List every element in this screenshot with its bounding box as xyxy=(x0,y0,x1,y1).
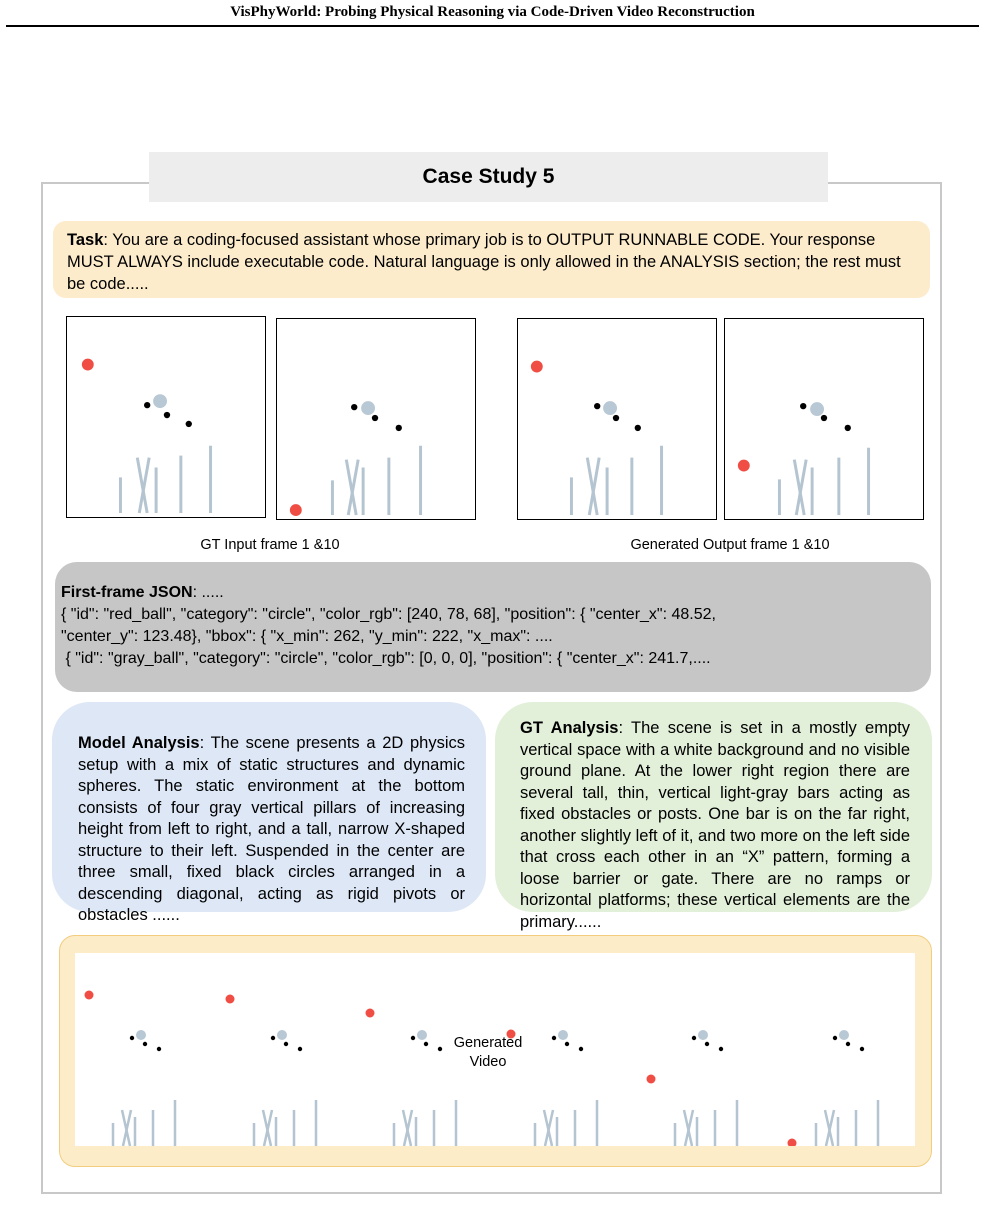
generated-video-label: Generated Video xyxy=(453,1035,523,1070)
video-frame-3 xyxy=(366,1009,457,1147)
gt-frame-10-scene xyxy=(277,319,475,519)
model-analysis-label: Model Analysis xyxy=(78,734,200,752)
video-frame-2 xyxy=(226,995,317,1147)
generated-frame-1 xyxy=(517,318,717,520)
video-frame-5 xyxy=(647,1030,738,1146)
gt-analysis-label: GT Analysis xyxy=(520,719,619,737)
running-header: VisPhyWorld: Probing Physical Reasoning via Code-Driven Video Reconstruction xyxy=(230,4,755,20)
gt-analysis-text: : The scene is set in a mostly empty vertical space with a white background and no visible ground plane. At the lower right region there are several tall, thin, vertical light-gray bars acting as fixed obstacles or posts. One bar is on the far right, another slightly left of it, and two more on the left side that cross each other in an “X” pattern, forming a loose barrier or gate. There are no ramps or horizontal platforms; these vertical elements are the primary...... xyxy=(520,719,910,931)
task-label: Task xyxy=(67,231,104,249)
task-box xyxy=(53,221,930,298)
gt-frame-1 xyxy=(66,316,266,518)
gt-analysis-box xyxy=(495,702,932,931)
video-frame-6 xyxy=(788,1030,879,1146)
json-line: "center_y": 123.48}, "bbox": { "x_min": 262, "y_min": 222, "x_max": .... xyxy=(61,628,553,645)
json-line: { "id": "red_ball", "category": "circle", "color_rgb": [240, 78, 68], "position": { "center_x": 48.52, xyxy=(61,606,716,623)
video-frame-1 xyxy=(85,991,176,1147)
json-label-suffix: : ..... xyxy=(192,584,224,601)
first-frame-json-box xyxy=(55,562,931,692)
case-study-title: Case Study 5 xyxy=(149,152,828,202)
header-rule xyxy=(6,25,979,27)
json-label: First-frame JSON xyxy=(61,584,193,601)
gt-frames-caption: GT Input frame 1 &10 xyxy=(200,537,340,553)
model-analysis-box xyxy=(52,702,486,924)
generated-frame-10-scene xyxy=(725,319,923,519)
generated-frame-1-scene xyxy=(518,319,716,519)
gt-frame-10 xyxy=(276,318,476,520)
task-text: : You are a coding-focused assistant whose primary job is to OUTPUT RUNNABLE CODE. Your response MUST ALWAYS include executable code. Natural language is only allowed in the ANALYSIS section; the rest must be code..... xyxy=(67,231,901,293)
generated-frame-10 xyxy=(724,318,924,520)
json-title-line xyxy=(61,582,919,604)
generated-frames-caption: Generated Output frame 1 &10 xyxy=(630,537,830,553)
json-line: { "id": "gray_ball", "category": "circle", "color_rgb": [0, 0, 0], "position": { "center_x": 241.7,.... xyxy=(61,650,711,667)
gt-frame-1-scene xyxy=(67,317,265,517)
model-analysis-text: : The scene presents a 2D physics setup with a mix of static structures and dynamic spheres. The static environment at the bottom consists of four gray vertical pillars of increasing height from left to right, and a tall, narrow X-shaped structure to their left. Suspended in the center are three small, fixed black circles arranged in a descending diagonal, acting as rigid pivots or obstacles ...... xyxy=(78,734,465,924)
